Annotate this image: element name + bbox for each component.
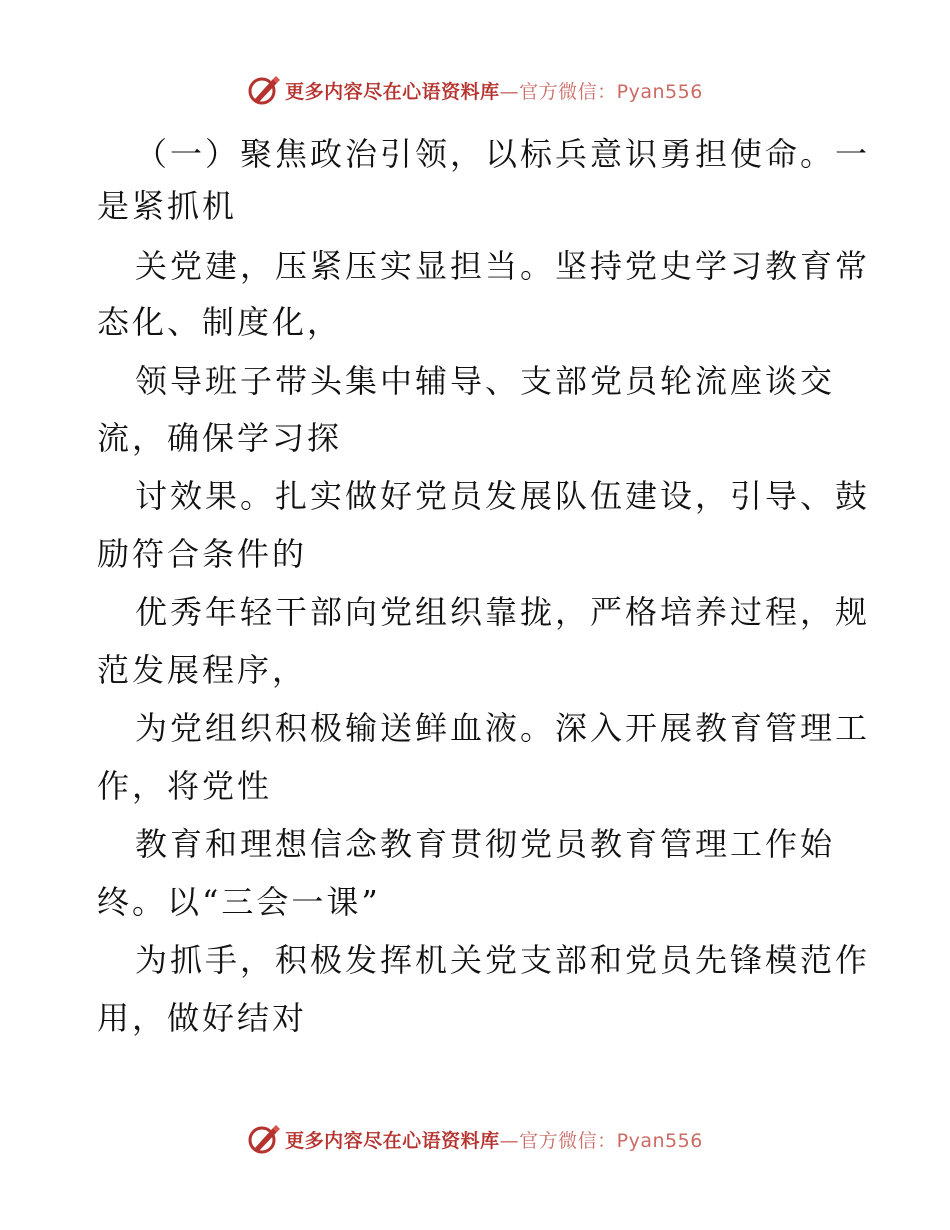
body-line: 教育和理想信念教育贯彻党员教育管理工作始: [135, 825, 836, 863]
body-line: 范发展程序，: [97, 651, 308, 689]
body-line: 讨效果。扎实做好党员发展队伍建设，引导、鼓: [135, 477, 871, 515]
header-banner-contact: —官方微信：Pyan556: [499, 80, 703, 103]
body-line: 用，做好结对: [97, 999, 308, 1037]
body-line: 终。以“三会一课”: [97, 883, 381, 921]
header-watermark: [0, 70, 950, 110]
header-banner-title: 更多内容尽在心语资料库: [285, 80, 500, 103]
body-line: 励符合条件的: [97, 535, 308, 573]
body-line: 关党建，压紧压实显担当。坚持党史学习教育常: [135, 247, 871, 285]
footer-banner-contact: —官方微信：Pyan556: [499, 1129, 703, 1152]
body-line: 领导班子带头集中辅导、支部党员轮流座谈交: [135, 362, 836, 400]
body-line: 为党组织积极输送鲜血液。深入开展教育管理工: [135, 709, 871, 747]
footer-banner-title: 更多内容尽在心语资料库: [285, 1129, 500, 1152]
body-line: 为抓手，积极发挥机关党支部和党员先锋模范作: [135, 941, 871, 979]
pen-logo-icon: [247, 1122, 281, 1156]
pen-logo-icon: [247, 73, 281, 107]
body-line: 优秀年轻干部向党组织靠拢，严格培养过程，规: [135, 593, 871, 631]
footer-watermark: [0, 1119, 950, 1159]
body-line: 是紧抓机: [97, 187, 238, 225]
body-line: 作，将党性: [97, 767, 273, 805]
body-line: 态化、制度化，: [97, 303, 343, 341]
body-line: （一）聚焦政治引领，以标兵意识勇担使命。一: [135, 135, 871, 173]
body-line: 流，确保学习探: [97, 419, 343, 457]
